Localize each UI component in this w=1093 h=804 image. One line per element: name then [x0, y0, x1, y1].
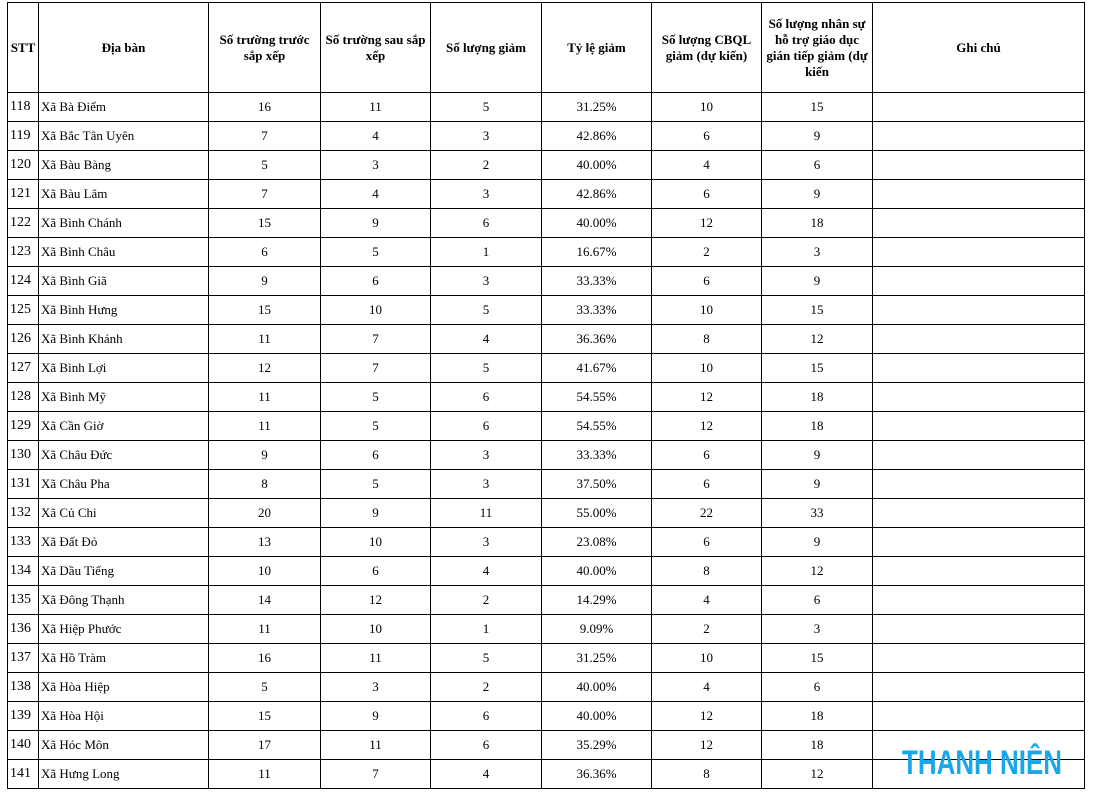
cell-nhan-su: 6: [762, 151, 873, 180]
cell-giam: 4: [431, 760, 542, 789]
cell-sau: 11: [321, 93, 431, 122]
cell-stt: 134: [8, 557, 39, 586]
table-row: [8, 93, 1085, 122]
cell-sau: 7: [321, 325, 431, 354]
cell-ty-le: 35.29%: [542, 731, 652, 760]
cell-cbql: 12: [652, 412, 762, 441]
cell-truoc: 13: [209, 528, 321, 557]
cell-dia-ban: Xã Bàu Lâm: [39, 180, 209, 209]
cell-stt: 122: [8, 209, 39, 238]
header-nhan-su: Số lượng nhân sự hỗ trợ giáo dục gián tiếp giảm (dự kiến: [762, 3, 873, 93]
cell-ghi-chu: [873, 209, 1085, 238]
cell-sau: 6: [321, 267, 431, 296]
cell-dia-ban: Xã Châu Pha: [39, 470, 209, 499]
cell-ghi-chu: [873, 383, 1085, 412]
cell-nhan-su: 9: [762, 180, 873, 209]
table-row: [8, 441, 1085, 470]
svg-text:THANH NIÊN: THANH NIÊN: [902, 744, 1062, 782]
cell-ghi-chu: [873, 296, 1085, 325]
cell-dia-ban: Xã Bắc Tân Uyên: [39, 122, 209, 151]
cell-giam: 4: [431, 325, 542, 354]
cell-stt: 140: [8, 731, 39, 760]
cell-nhan-su: 18: [762, 702, 873, 731]
cell-truoc: 16: [209, 644, 321, 673]
table-row: [8, 673, 1085, 702]
cell-stt: 133: [8, 528, 39, 557]
cell-giam: 2: [431, 586, 542, 615]
cell-truoc: 15: [209, 296, 321, 325]
table-row: [8, 586, 1085, 615]
cell-sau: 12: [321, 586, 431, 615]
cell-truoc: 16: [209, 93, 321, 122]
cell-giam: 6: [431, 702, 542, 731]
cell-truoc: 9: [209, 441, 321, 470]
cell-giam: 1: [431, 238, 542, 267]
cell-stt: 119: [8, 122, 39, 151]
cell-ghi-chu: [873, 528, 1085, 557]
cell-sau: 9: [321, 209, 431, 238]
table-row: [8, 180, 1085, 209]
table-row: [8, 528, 1085, 557]
cell-dia-ban: Xã Hồ Tràm: [39, 644, 209, 673]
table-row: [8, 615, 1085, 644]
cell-cbql: 10: [652, 644, 762, 673]
cell-nhan-su: 18: [762, 412, 873, 441]
cell-dia-ban: Xã Bình Chánh: [39, 209, 209, 238]
cell-giam: 6: [431, 383, 542, 412]
cell-truoc: 11: [209, 760, 321, 789]
cell-cbql: 10: [652, 354, 762, 383]
cell-giam: 11: [431, 499, 542, 528]
cell-truoc: 20: [209, 499, 321, 528]
cell-cbql: 2: [652, 615, 762, 644]
cell-truoc: 7: [209, 122, 321, 151]
cell-stt: 141: [8, 760, 39, 789]
table-row: [8, 296, 1085, 325]
cell-ty-le: 40.00%: [542, 151, 652, 180]
cell-nhan-su: 9: [762, 267, 873, 296]
cell-sau: 10: [321, 615, 431, 644]
thanh-nien-logo-mark: [902, 741, 1064, 782]
cell-ghi-chu: [873, 267, 1085, 296]
cell-nhan-su: 33: [762, 499, 873, 528]
cell-ghi-chu: [873, 586, 1085, 615]
cell-ghi-chu: [873, 673, 1085, 702]
cell-ty-le: 40.00%: [542, 702, 652, 731]
cell-truoc: 5: [209, 673, 321, 702]
table-row: [8, 644, 1085, 673]
cell-cbql: 2: [652, 238, 762, 267]
cell-truoc: 15: [209, 209, 321, 238]
cell-giam: 1: [431, 615, 542, 644]
cell-ghi-chu: [873, 412, 1085, 441]
cell-sau: 5: [321, 412, 431, 441]
cell-ghi-chu: [873, 441, 1085, 470]
cell-cbql: 10: [652, 93, 762, 122]
table-row: [8, 209, 1085, 238]
cell-ghi-chu: [873, 702, 1085, 731]
cell-ghi-chu: [873, 644, 1085, 673]
cell-ty-le: 9.09%: [542, 615, 652, 644]
cell-sau: 3: [321, 151, 431, 180]
cell-stt: 121: [8, 180, 39, 209]
cell-ty-le: 54.55%: [542, 412, 652, 441]
cell-dia-ban: Xã Củ Chi: [39, 499, 209, 528]
cell-truoc: 7: [209, 180, 321, 209]
cell-ghi-chu: [873, 325, 1085, 354]
cell-giam: 2: [431, 673, 542, 702]
cell-giam: 6: [431, 209, 542, 238]
cell-nhan-su: 18: [762, 731, 873, 760]
thanh-nien-logo: [902, 741, 1064, 782]
header-sau: Số trường sau sắp xếp: [321, 3, 431, 93]
cell-stt: 137: [8, 644, 39, 673]
cell-nhan-su: 3: [762, 238, 873, 267]
cell-stt: 127: [8, 354, 39, 383]
cell-stt: 130: [8, 441, 39, 470]
cell-truoc: 11: [209, 412, 321, 441]
cell-stt: 126: [8, 325, 39, 354]
cell-dia-ban: Xã Đông Thạnh: [39, 586, 209, 615]
cell-sau: 7: [321, 760, 431, 789]
cell-dia-ban: Xã Bà Điểm: [39, 93, 209, 122]
table-row: [8, 267, 1085, 296]
cell-ty-le: 40.00%: [542, 557, 652, 586]
cell-sau: 9: [321, 499, 431, 528]
cell-stt: 132: [8, 499, 39, 528]
cell-ty-le: 42.86%: [542, 122, 652, 151]
cell-ty-le: 31.25%: [542, 93, 652, 122]
cell-sau: 10: [321, 296, 431, 325]
cell-truoc: 11: [209, 615, 321, 644]
cell-cbql: 6: [652, 267, 762, 296]
cell-truoc: 6: [209, 238, 321, 267]
cell-stt: 123: [8, 238, 39, 267]
cell-cbql: 10: [652, 296, 762, 325]
cell-ty-le: 33.33%: [542, 267, 652, 296]
cell-giam: 3: [431, 470, 542, 499]
cell-sau: 10: [321, 528, 431, 557]
cell-nhan-su: 3: [762, 615, 873, 644]
cell-ty-le: 31.25%: [542, 644, 652, 673]
cell-giam: 5: [431, 354, 542, 383]
table-row: [8, 383, 1085, 412]
table-row: [8, 151, 1085, 180]
cell-truoc: 14: [209, 586, 321, 615]
cell-cbql: 6: [652, 180, 762, 209]
cell-cbql: 6: [652, 470, 762, 499]
cell-truoc: 8: [209, 470, 321, 499]
cell-nhan-su: 15: [762, 644, 873, 673]
cell-cbql: 4: [652, 586, 762, 615]
cell-cbql: 6: [652, 441, 762, 470]
cell-dia-ban: Xã Hưng Long: [39, 760, 209, 789]
cell-stt: 120: [8, 151, 39, 180]
cell-cbql: 8: [652, 557, 762, 586]
cell-sau: 5: [321, 470, 431, 499]
cell-ghi-chu: [873, 122, 1085, 151]
cell-giam: 6: [431, 412, 542, 441]
cell-ty-le: 23.08%: [542, 528, 652, 557]
cell-giam: 3: [431, 528, 542, 557]
cell-nhan-su: 12: [762, 760, 873, 789]
cell-dia-ban: Xã Đất Đỏ: [39, 528, 209, 557]
cell-dia-ban: Xã Hòa Hiệp: [39, 673, 209, 702]
cell-cbql: 8: [652, 325, 762, 354]
cell-nhan-su: 6: [762, 673, 873, 702]
cell-dia-ban: Xã Bình Lợi: [39, 354, 209, 383]
cell-ghi-chu: [873, 238, 1085, 267]
cell-stt: 124: [8, 267, 39, 296]
cell-sau: 6: [321, 441, 431, 470]
cell-stt: 129: [8, 412, 39, 441]
cell-sau: 11: [321, 731, 431, 760]
cell-sau: 4: [321, 180, 431, 209]
table-row: [8, 122, 1085, 151]
cell-dia-ban: Xã Bình Giã: [39, 267, 209, 296]
cell-giam: 5: [431, 644, 542, 673]
cell-dia-ban: Xã Bình Khánh: [39, 325, 209, 354]
cell-nhan-su: 12: [762, 325, 873, 354]
cell-ty-le: 54.55%: [542, 383, 652, 412]
cell-ghi-chu: [873, 557, 1085, 586]
cell-ty-le: 40.00%: [542, 209, 652, 238]
header-ty-le: Tỷ lệ giảm: [542, 3, 652, 93]
cell-giam: 4: [431, 557, 542, 586]
cell-ty-le: 41.67%: [542, 354, 652, 383]
cell-nhan-su: 9: [762, 122, 873, 151]
cell-ty-le: 40.00%: [542, 673, 652, 702]
cell-cbql: 12: [652, 731, 762, 760]
cell-ty-le: 36.36%: [542, 325, 652, 354]
cell-truoc: 9: [209, 267, 321, 296]
cell-sau: 11: [321, 644, 431, 673]
cell-cbql: 4: [652, 673, 762, 702]
cell-truoc: 12: [209, 354, 321, 383]
cell-ty-le: 55.00%: [542, 499, 652, 528]
header-stt: STT: [8, 3, 39, 93]
cell-giam: 3: [431, 122, 542, 151]
table-row: [8, 499, 1085, 528]
cell-dia-ban: Xã Hóc Môn: [39, 731, 209, 760]
cell-giam: 3: [431, 267, 542, 296]
cell-sau: 7: [321, 354, 431, 383]
cell-sau: 9: [321, 702, 431, 731]
cell-stt: 138: [8, 673, 39, 702]
table-row: [8, 702, 1085, 731]
cell-ghi-chu: [873, 354, 1085, 383]
cell-nhan-su: 6: [762, 586, 873, 615]
cell-ty-le: 14.29%: [542, 586, 652, 615]
cell-ty-le: 36.36%: [542, 760, 652, 789]
cell-cbql: 8: [652, 760, 762, 789]
cell-nhan-su: 9: [762, 470, 873, 499]
table-row: [8, 412, 1085, 441]
cell-giam: 5: [431, 296, 542, 325]
cell-stt: 131: [8, 470, 39, 499]
cell-dia-ban: Xã Bình Châu: [39, 238, 209, 267]
cell-truoc: 10: [209, 557, 321, 586]
cell-ghi-chu: [873, 93, 1085, 122]
cell-ghi-chu: [873, 615, 1085, 644]
cell-nhan-su: 15: [762, 296, 873, 325]
cell-giam: 3: [431, 180, 542, 209]
cell-cbql: 12: [652, 383, 762, 412]
cell-ghi-chu: [873, 470, 1085, 499]
cell-stt: 136: [8, 615, 39, 644]
cell-cbql: 12: [652, 209, 762, 238]
cell-dia-ban: Xã Bình Hưng: [39, 296, 209, 325]
cell-stt: 135: [8, 586, 39, 615]
cell-dia-ban: Xã Hiệp Phước: [39, 615, 209, 644]
cell-ty-le: 33.33%: [542, 296, 652, 325]
header-cbql: Số lượng CBQL giảm (dự kiến): [652, 3, 762, 93]
cell-sau: 3: [321, 673, 431, 702]
cell-truoc: 11: [209, 325, 321, 354]
cell-dia-ban: Xã Hòa Hội: [39, 702, 209, 731]
cell-cbql: 22: [652, 499, 762, 528]
header-giam: Số lượng giảm: [431, 3, 542, 93]
cell-nhan-su: 15: [762, 354, 873, 383]
cell-ghi-chu: [873, 151, 1085, 180]
table-row: [8, 470, 1085, 499]
cell-dia-ban: Xã Bình Mỹ: [39, 383, 209, 412]
cell-giam: 2: [431, 151, 542, 180]
cell-stt: 128: [8, 383, 39, 412]
cell-nhan-su: 12: [762, 557, 873, 586]
header-truoc: Số trường trước sắp xếp: [209, 3, 321, 93]
cell-nhan-su: 15: [762, 93, 873, 122]
cell-stt: 118: [8, 93, 39, 122]
cell-giam: 3: [431, 441, 542, 470]
cell-dia-ban: Xã Bàu Bàng: [39, 151, 209, 180]
cell-dia-ban: Xã Dầu Tiếng: [39, 557, 209, 586]
cell-sau: 5: [321, 238, 431, 267]
cell-cbql: 12: [652, 702, 762, 731]
cell-ty-le: 33.33%: [542, 441, 652, 470]
table-row: [8, 354, 1085, 383]
cell-dia-ban: Xã Châu Đức: [39, 441, 209, 470]
cell-stt: 125: [8, 296, 39, 325]
cell-truoc: 17: [209, 731, 321, 760]
cell-cbql: 6: [652, 122, 762, 151]
cell-giam: 6: [431, 731, 542, 760]
cell-nhan-su: 18: [762, 383, 873, 412]
cell-truoc: 11: [209, 383, 321, 412]
cell-ty-le: 42.86%: [542, 180, 652, 209]
cell-nhan-su: 9: [762, 528, 873, 557]
cell-nhan-su: 9: [762, 441, 873, 470]
table-row: [8, 325, 1085, 354]
cell-ty-le: 37.50%: [542, 470, 652, 499]
cell-nhan-su: 18: [762, 209, 873, 238]
cell-dia-ban: Xã Cần Giờ: [39, 412, 209, 441]
cell-ghi-chu: [873, 180, 1085, 209]
cell-cbql: 6: [652, 528, 762, 557]
cell-truoc: 15: [209, 702, 321, 731]
table-row: [8, 238, 1085, 267]
cell-ty-le: 16.67%: [542, 238, 652, 267]
cell-cbql: 4: [652, 151, 762, 180]
cell-ghi-chu: [873, 499, 1085, 528]
header-dia-ban: Địa bàn: [39, 3, 209, 93]
table-row: [8, 557, 1085, 586]
school-reduction-table: [7, 2, 1085, 789]
cell-stt: 139: [8, 702, 39, 731]
header-ghi-chu: Ghi chú: [873, 3, 1085, 93]
table-header-row: [8, 3, 1085, 93]
cell-sau: 6: [321, 557, 431, 586]
cell-sau: 4: [321, 122, 431, 151]
cell-giam: 5: [431, 93, 542, 122]
cell-sau: 5: [321, 383, 431, 412]
cell-truoc: 5: [209, 151, 321, 180]
